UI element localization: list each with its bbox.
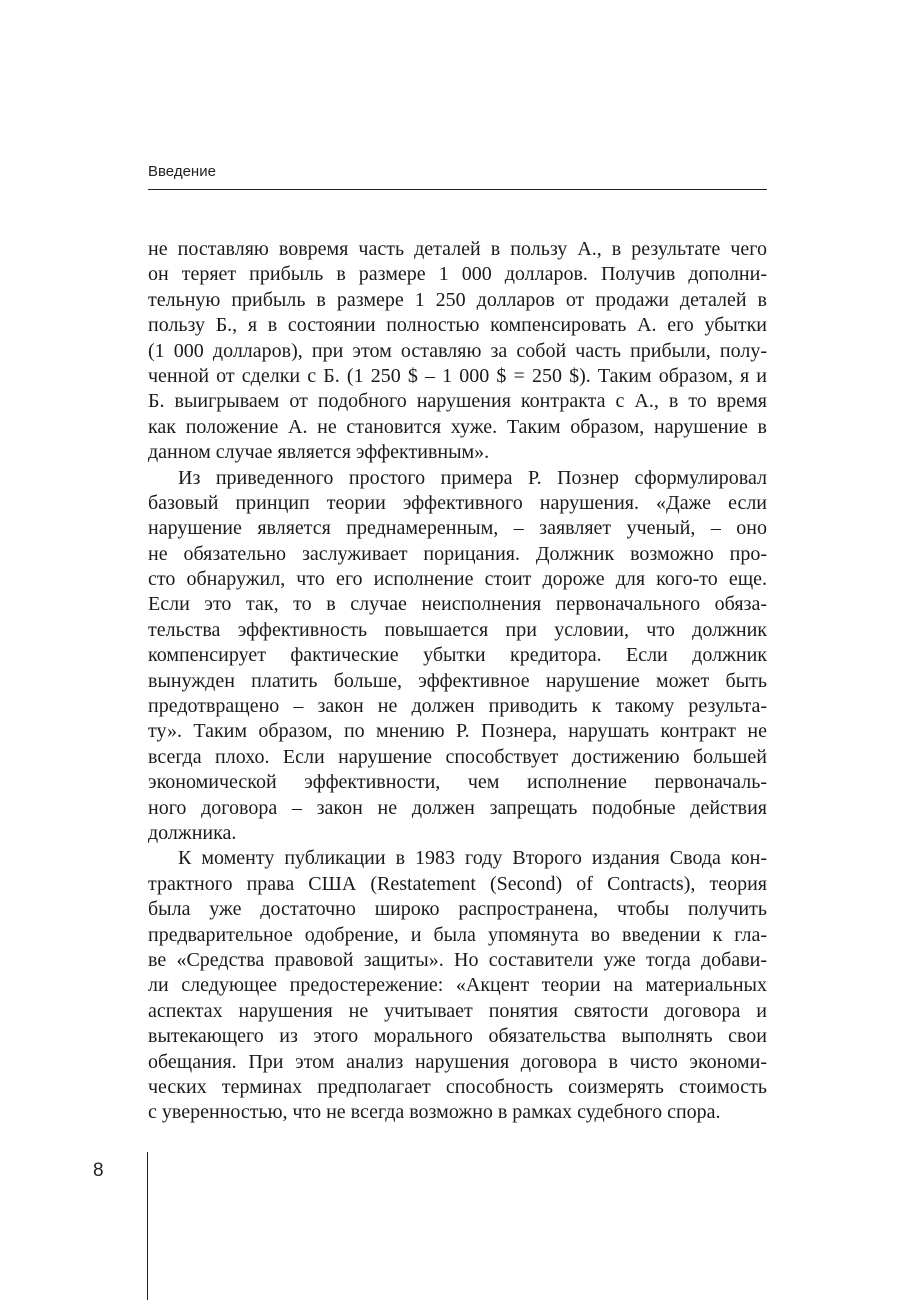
text-line: всегда плохо. Если нарушение способствует достижению большей [148,745,767,768]
text-line: К моменту публикации в 1983 году Второго издания Свода кон- [178,847,767,870]
body-text [148,237,767,1126]
text-line: предотвращено – закон не должен приводить к такому результа- [148,695,767,718]
text-line: вытекающего из этого морального обязательства выполнять свои [148,1025,767,1048]
text-line: Из приведенного простого примера Р. Познер сформулировал [178,466,767,489]
text-line: сто обнаружил, что его исполнение стоит дороже для кого-то еще. [148,568,767,591]
text-line: предварительное одобрение, и была упомянута во введении к гла- [148,923,767,946]
text-line: он теряет прибыль в размере 1 000 долларов. Получив дополни- [148,263,767,286]
text-line: ту». Таким образом, по мнению Р. Познера, нарушать контракт не [148,720,767,743]
text-line: компенсирует фактические убытки кредитора. Если должник [148,644,767,667]
text-line: обещания. При этом анализ нарушения договора в чисто экономи- [148,1050,767,1073]
text-line: ного договора – закон не должен запрещать подобные действия [148,796,767,819]
text-line: ли следующее предостережение: «Акцент теории на материальных [148,974,767,997]
text-line: тельную прибыль в размере 1 250 долларов от продажи деталей в [148,288,767,311]
text-line: нарушение является преднамеренным, – заявляет ученый, – оно [148,517,767,540]
text-line: Если это так, то в случае неисполнения первоначального обяза- [148,593,767,616]
header-rule [148,189,767,190]
text-line: (1 000 долларов), при этом оставляю за собой часть прибыли, полу- [148,339,767,362]
running-head: Введение [148,163,216,180]
text-line: данном случае является эффективным». [148,441,490,464]
text-line: аспектах нарушения не учитывает понятия святости договора и [148,999,767,1022]
text-line: ческих терминах предполагает способность соизмерять стоимость [148,1075,767,1098]
text-line: ве «Средства правовой защиты». Но составители уже тогда добави- [148,948,767,971]
text-line: была уже достаточно широко распространена, чтобы получить [148,898,767,921]
paragraph [148,237,767,466]
text-line: не обязательно заслуживает порицания. Должник возможно про- [148,542,767,565]
text-line: тельства эффективность повышается при условии, что должник [148,618,767,641]
text-line: трактного права США (Restatement (Second) of Contracts), теория [148,872,767,895]
page-number-rule [147,1152,148,1300]
text-line: экономической эффективности, чем исполнение первоначаль- [148,771,767,794]
text-line: вынужден платить больше, эффективное нарушение может быть [148,669,767,692]
text-line: ченной от сделки с Б. (1 250 $ – 1 000 $ = 250 $). Таким образом, я и [148,364,767,387]
paragraph [148,466,767,847]
text-line: должника. [148,821,237,844]
paragraph [148,846,767,1125]
text-line: с уверенностью, что не всегда возможно в рамках судебного спора. [148,1101,721,1124]
text-line: как положение А. не становится хуже. Таким образом, нарушение в [148,415,767,438]
text-line: не поставляю вовремя часть деталей в пользу А., в результате чего [148,238,767,260]
page-number: 8 [93,1160,104,1181]
text-line: пользу Б., я в состоянии полностью компенсировать А. его убытки [148,314,767,337]
text-line: Б. выигрываем от подобного нарушения контракта с А., в то время [148,390,767,413]
text-line: базовый принцип теории эффективного нарушения. «Даже если [148,491,767,514]
